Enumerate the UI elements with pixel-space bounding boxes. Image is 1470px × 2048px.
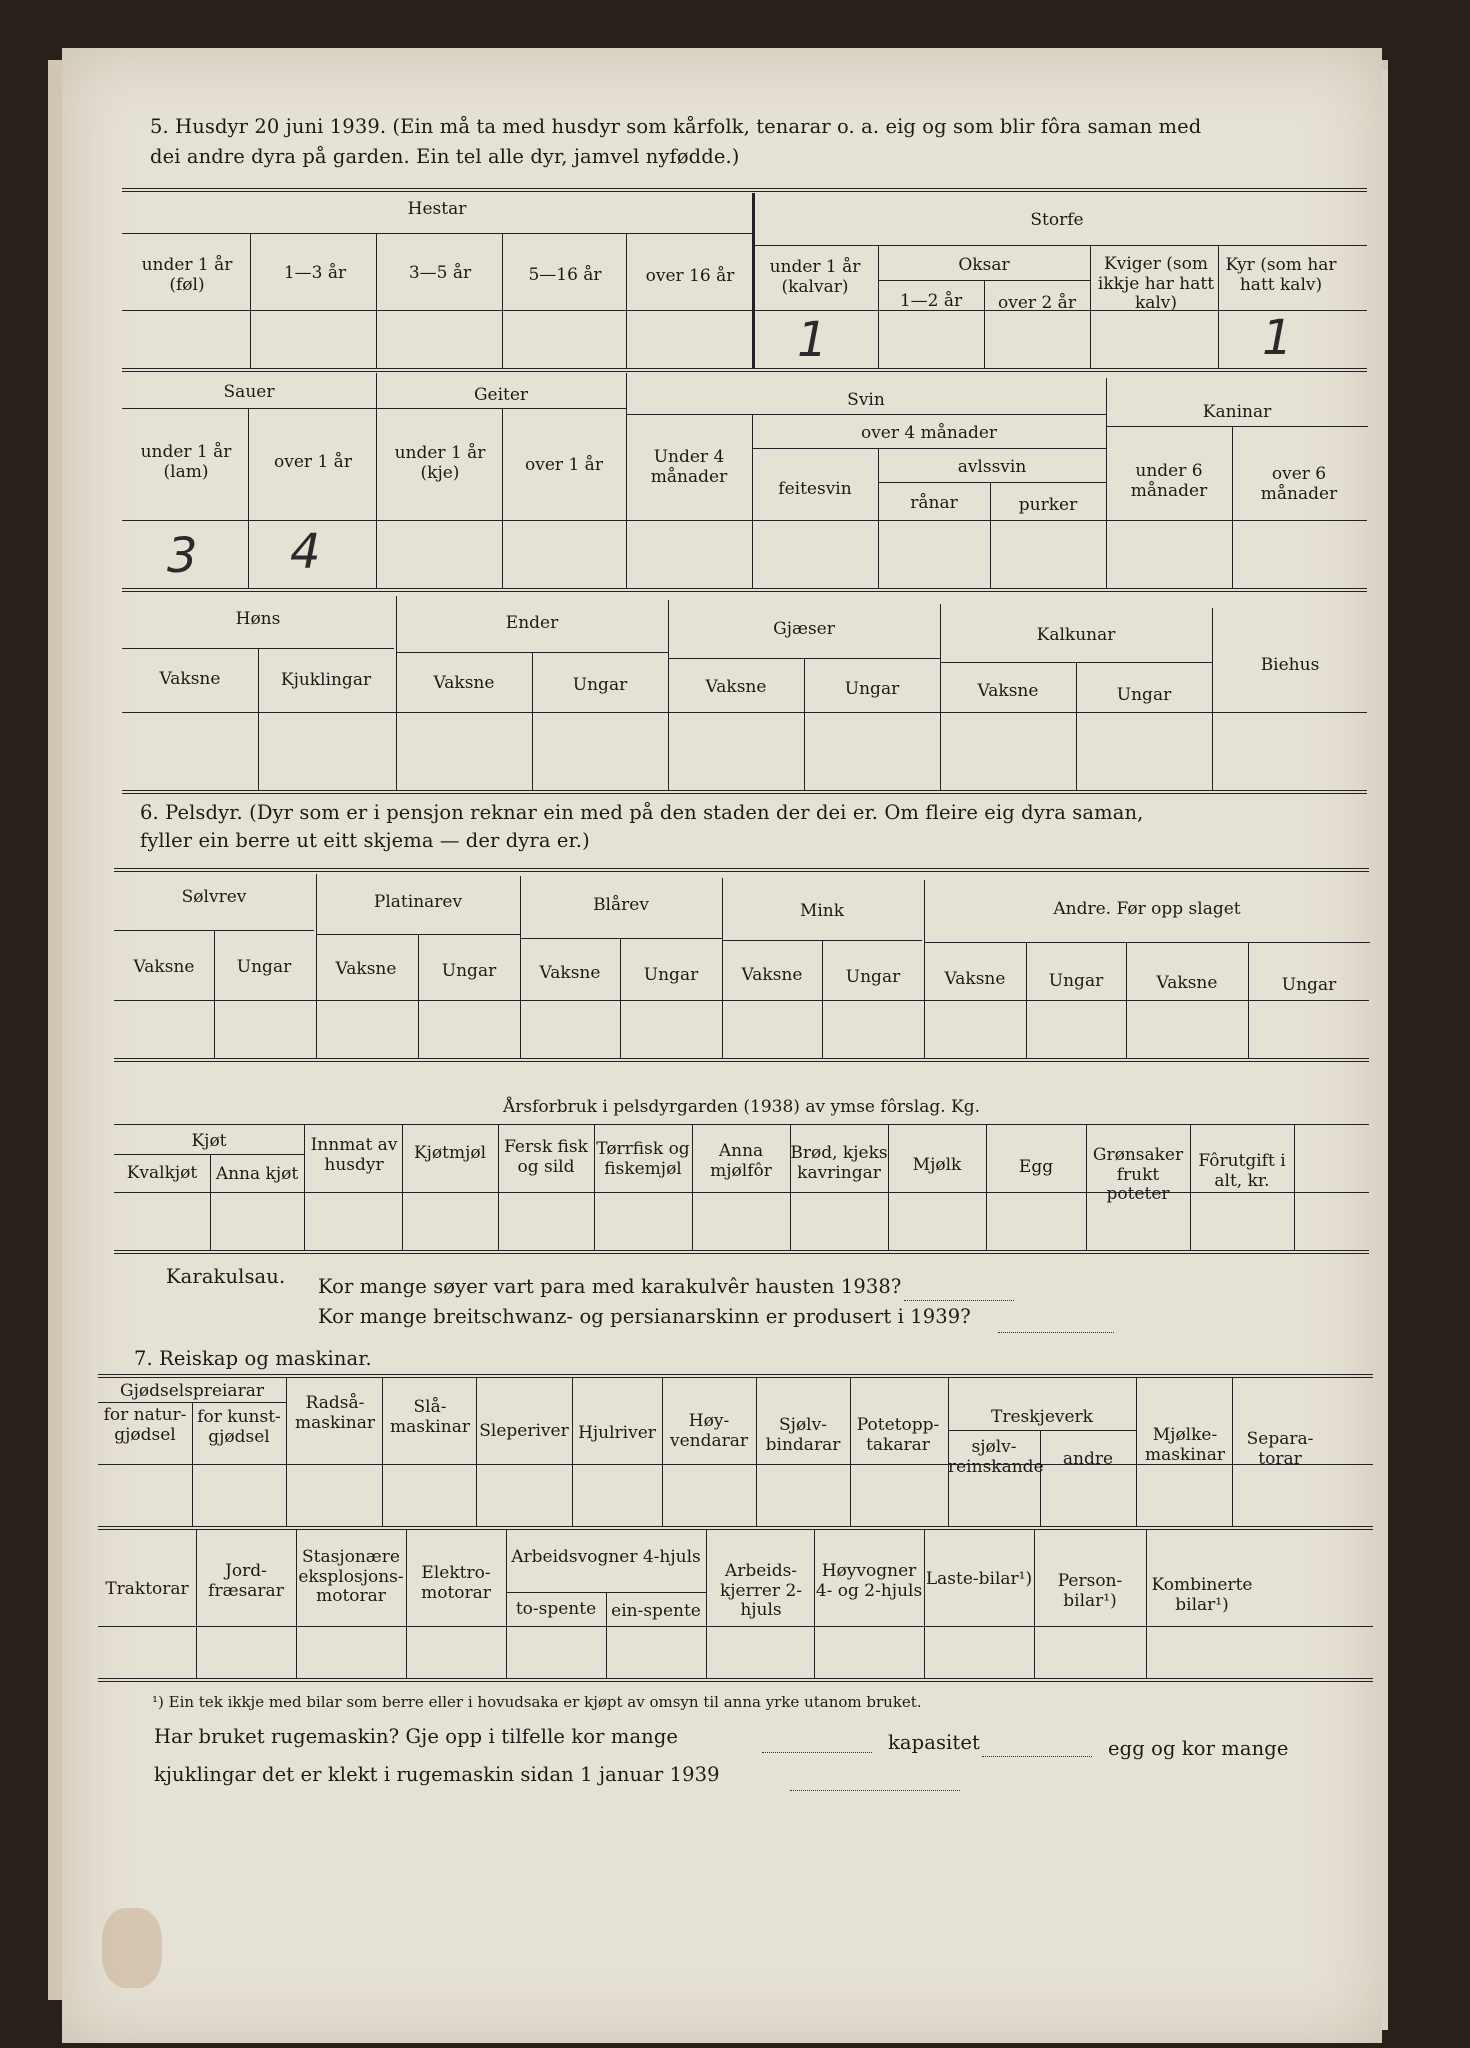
- rule: [888, 1124, 889, 1250]
- hestar-1-3: 1—3 år: [283, 263, 347, 283]
- rule: [192, 1402, 193, 1526]
- forbruk-title: Årsforbruk i pelsdyrgarden (1938) av ymse fôrslag. Kg.: [502, 1097, 981, 1117]
- rule: [114, 1192, 1369, 1193]
- rule: [752, 414, 753, 588]
- rule: [382, 1378, 383, 1526]
- rule: [122, 188, 1367, 192]
- rule: [1232, 1378, 1233, 1526]
- ender-header: Ender: [505, 613, 559, 633]
- sleperiver: Sleperiver: [479, 1421, 569, 1441]
- rule: [98, 1464, 1373, 1465]
- kombinerte-bilar: Kombinerte bilar¹): [1151, 1575, 1253, 1615]
- karakul-answer2-field[interactable]: [998, 1332, 1114, 1333]
- rule: [822, 940, 823, 1058]
- forutgift: Fôrutgift i alt, kr.: [1198, 1151, 1286, 1191]
- treskjeverk-header: Treskjeverk: [991, 1407, 1093, 1427]
- karakul-answer1-field[interactable]: [904, 1300, 1014, 1301]
- rule: [620, 938, 621, 1058]
- svin-over4: over 4 månader: [860, 423, 998, 443]
- rugemaskin-question-part1: Har bruket rugemaskin? Gje opp i tilfelle kor mange: [154, 1725, 679, 1748]
- stasjonaere-motorar: Stasjonære eksplosjons-motorar: [298, 1547, 404, 1607]
- traktorar: Traktorar: [105, 1579, 189, 1599]
- rule: [626, 373, 627, 588]
- geiter-header: Geiter: [473, 385, 529, 405]
- rule: [752, 193, 755, 368]
- andre-vaksne-2: Vaksne: [1156, 973, 1218, 993]
- purker: purker: [1018, 495, 1078, 515]
- kviger-header: Kviger (som ikkje har hatt kalv): [1097, 254, 1215, 314]
- arbeidskjerrer: Arbeids-kjerrer 2-hjuls: [719, 1561, 803, 1621]
- gjodselspreiarar-header: Gjødselspreiarar: [120, 1381, 264, 1401]
- svin-under4: Under 4 månader: [650, 447, 728, 487]
- karakul-question2: Kor mange breitschwanz- og persianarskinn er produsert i 1939?: [318, 1305, 971, 1328]
- ein-spente: ein-spente: [611, 1601, 701, 1621]
- elektromotorar: Elektro-motorar: [421, 1563, 491, 1603]
- rule: [1076, 662, 1077, 790]
- rule: [572, 1378, 573, 1526]
- oksar-over2: over 2 år: [998, 293, 1076, 313]
- rule: [756, 1378, 757, 1526]
- rule: [316, 874, 317, 1058]
- anna-mjolfor: Anna mjølfôr: [710, 1141, 772, 1181]
- rule: [1218, 245, 1219, 368]
- ender-ungar: Ungar: [572, 675, 628, 695]
- personbilar: Person-bilar¹): [1057, 1571, 1123, 1611]
- innmat: Innmat av husdyr: [310, 1135, 398, 1175]
- rule: [1086, 1124, 1087, 1250]
- rule: [878, 482, 1106, 483]
- separatorar: Separa-torar: [1246, 1429, 1314, 1469]
- rule: [214, 930, 215, 1058]
- rule: [1248, 942, 1249, 1058]
- rule: [532, 652, 533, 790]
- andre-ungar-1: Ungar: [1048, 971, 1104, 991]
- ranar: rånar: [910, 493, 958, 513]
- rule: [122, 408, 626, 409]
- andre-ungar-2: Ungar: [1281, 975, 1337, 995]
- sjolvbindarar: Sjølv-bindarar: [765, 1415, 841, 1455]
- rule: [520, 876, 521, 1058]
- rule: [790, 1124, 791, 1250]
- rule: [948, 1430, 1136, 1431]
- rule: [258, 648, 259, 790]
- kvalkjot: Kvalkjøt: [126, 1163, 198, 1183]
- rule: [122, 520, 1367, 521]
- rule: [114, 1058, 1369, 1062]
- rule: [1212, 608, 1213, 790]
- rule: [878, 448, 879, 588]
- gjaeser-ungar: Ungar: [844, 679, 900, 699]
- rule: [122, 368, 1367, 372]
- rule: [924, 942, 1370, 943]
- oksar-header: Oksar: [958, 255, 1010, 275]
- rule: [594, 1124, 595, 1250]
- rule: [606, 1592, 607, 1678]
- sauer-under1: under 1 år (lam): [140, 442, 232, 482]
- rule: [1090, 245, 1091, 368]
- rule: [722, 878, 723, 1058]
- section6-heading-line1: 6. Pelsdyr. (Dyr som er i pensjon reknar ein med på den staden der dei er. Om fleire eig dyra saman,: [140, 801, 1144, 824]
- rule: [924, 1530, 925, 1678]
- rule: [1126, 942, 1127, 1058]
- rule: [520, 938, 722, 939]
- rule: [948, 1378, 949, 1526]
- rugemaskin-count-field[interactable]: [762, 1752, 872, 1753]
- ender-vaksne: Vaksne: [433, 673, 495, 693]
- rule: [1136, 1378, 1137, 1526]
- rule: [210, 1154, 211, 1250]
- oksar-1-2: 1—2 år: [899, 291, 963, 311]
- rugemaskin-question-part2: kapasitet: [888, 1731, 980, 1754]
- platinarev-vaksne: Vaksne: [335, 959, 397, 979]
- feitesvin: feitesvin: [778, 479, 852, 499]
- biehus-header: Biehus: [1260, 655, 1320, 675]
- kalkunar-header: Kalkunar: [1036, 625, 1116, 645]
- rule: [804, 658, 805, 790]
- rule: [850, 1378, 851, 1526]
- hestar-under1: under 1 år (føl): [141, 255, 233, 295]
- kaninar-over6: over 6 månader: [1260, 464, 1338, 504]
- mjolkemaskinar: Mjølke-maskinar: [1145, 1425, 1225, 1465]
- rule: [1106, 426, 1368, 427]
- kjotmjol: Kjøtmjøl: [413, 1143, 487, 1163]
- rule: [502, 408, 503, 588]
- rule: [878, 245, 879, 368]
- solvrev-vaksne: Vaksne: [133, 957, 195, 977]
- rule: [402, 1124, 403, 1250]
- andre-header: Andre. Før opp slaget: [1053, 899, 1241, 919]
- rule: [114, 1124, 1369, 1125]
- rule: [1026, 942, 1027, 1058]
- geiter-over1: over 1 år: [525, 455, 603, 475]
- hons-vaksne: Vaksne: [159, 669, 221, 689]
- section5-heading-line1: 5. Husdyr 20 juni 1939. (Ein må ta med husdyr som kårfolk, tenarar o. a. eig og som blir fôra saman med: [150, 115, 1202, 138]
- rule: [114, 1154, 304, 1155]
- rugemaskin-question-part3: egg og kor mange: [1108, 1737, 1289, 1760]
- paper-stain: [102, 1908, 162, 1988]
- potetopptakarar: Potetopp-takarar: [856, 1415, 940, 1455]
- rule: [304, 1124, 305, 1250]
- hestar-header: Hestar: [407, 199, 467, 219]
- platinarev-ungar: Ungar: [441, 961, 497, 981]
- blarev-ungar: Ungar: [643, 965, 699, 985]
- rule: [114, 1250, 1369, 1254]
- handwritten-kalvar: 1: [797, 312, 828, 368]
- rule: [1146, 1530, 1147, 1678]
- rule: [626, 414, 1106, 415]
- rule: [1294, 1124, 1295, 1250]
- rule: [376, 373, 377, 588]
- rule: [668, 600, 669, 790]
- kyr-header: Kyr (som har hatt kalv): [1225, 255, 1337, 295]
- handwritten-lam: 3: [167, 528, 198, 584]
- fersk-fisk: Fersk fisk og sild: [504, 1137, 588, 1177]
- andre-vaksne-1: Vaksne: [944, 969, 1006, 989]
- rule: [376, 233, 377, 368]
- storfe-header: Storfe: [1030, 210, 1084, 230]
- hestar-over16: over 16 år: [645, 266, 735, 286]
- rule: [1106, 378, 1107, 588]
- hjulriver: Hjulriver: [578, 1423, 656, 1443]
- kjot-header: Kjøt: [191, 1131, 227, 1151]
- hons-header: Høns: [235, 609, 281, 629]
- sjolvreinskande: sjølv-reinskande: [948, 1437, 1044, 1477]
- rule: [626, 233, 627, 368]
- for-kunstgjodsel: for kunst-gjødsel: [197, 1407, 281, 1447]
- rule: [98, 1526, 1373, 1530]
- rule: [250, 233, 251, 368]
- rule: [418, 934, 419, 1058]
- mink-header: Mink: [799, 901, 845, 921]
- karakul-question1: Kor mange søyer vart para med karakulvêr hausten 1938?: [318, 1275, 902, 1298]
- rule: [1034, 1530, 1035, 1678]
- hoyvendarar: Høy-vendarar: [669, 1411, 749, 1451]
- sauer-header: Sauer: [223, 382, 275, 402]
- slamaskinar: Slå-maskinar: [390, 1397, 470, 1437]
- karakul-label: Karakulsau.: [166, 1265, 286, 1288]
- solvrev-ungar: Ungar: [236, 957, 292, 977]
- anna-kjot: Anna kjøt: [215, 1164, 299, 1184]
- rule: [114, 868, 1369, 872]
- rule: [122, 588, 1367, 592]
- handwritten-kyr: 1: [1262, 310, 1293, 366]
- rule: [296, 1530, 297, 1678]
- rule: [286, 1378, 287, 1526]
- rule: [196, 1530, 197, 1678]
- rugemaskin-question-line2: kjuklingar det er klekt i rugemaskin sidan 1 januar 1939: [154, 1763, 720, 1786]
- section7-heading: 7. Reiskap og maskinar.: [134, 1347, 372, 1370]
- brod-kjeks: Brød, kjeks kavringar: [790, 1143, 888, 1183]
- gronsaker: Grønsaker frukt poteter: [1092, 1145, 1184, 1205]
- kalkunar-vaksne: Vaksne: [977, 681, 1039, 701]
- hoyvogner: Høyvogner 4- og 2-hjuls: [815, 1561, 923, 1601]
- form-page: [62, 48, 1382, 2043]
- rule: [396, 596, 397, 790]
- kaninar-under6: under 6 månader: [1130, 461, 1208, 501]
- treskjeverk-andre: andre: [1062, 1449, 1114, 1469]
- rule: [498, 1124, 499, 1250]
- footnote: ¹) Ein tek ikkje med bilar som berre eller i hovudsaka er kjøpt av omsyn til anna yrke utanom bruket.: [152, 1693, 922, 1711]
- avlssvin: avlssvin: [957, 457, 1027, 477]
- rule: [122, 233, 752, 234]
- rule: [406, 1530, 407, 1678]
- rule: [122, 712, 1367, 713]
- hons-kjuklingar: Kjuklingar: [280, 670, 372, 690]
- rule: [114, 1000, 1369, 1001]
- rule: [476, 1378, 477, 1526]
- rule: [706, 1530, 707, 1678]
- storfe-under1: under 1 år (kalvar): [769, 257, 861, 297]
- rule: [1232, 426, 1233, 588]
- section6-heading-line2: fyller ein berre ut eitt skjema — der dyra er.): [140, 829, 590, 852]
- mjolk: Mjølk: [912, 1155, 962, 1175]
- hestar-3-5: 3—5 år: [408, 263, 472, 283]
- kalkunar-ungar: Ungar: [1116, 685, 1172, 705]
- geiter-under1: under 1 år (kje): [394, 443, 486, 483]
- rule: [814, 1530, 815, 1678]
- rule: [940, 604, 941, 790]
- section5-heading-line2: dei andre dyra på garden. Ein tel alle dyr, jamvel nyfødde.): [150, 145, 740, 168]
- mink-ungar: Ungar: [845, 967, 901, 987]
- rule: [1190, 1124, 1191, 1250]
- to-spente: to-spente: [515, 1599, 597, 1619]
- arbeidsvogner-header: Arbeidsvogner 4-hjuls: [511, 1547, 701, 1567]
- rule: [986, 1124, 987, 1250]
- for-naturgjodsel: for natur-gjødsel: [103, 1405, 187, 1445]
- rule: [502, 233, 503, 368]
- rule: [752, 448, 1106, 449]
- gjaeser-vaksne: Vaksne: [705, 677, 767, 697]
- rule: [984, 280, 985, 368]
- rugemaskin-capacity-field[interactable]: [982, 1756, 1092, 1757]
- blarev-vaksne: Vaksne: [539, 963, 601, 983]
- kaninar-header: Kaninar: [1202, 402, 1272, 422]
- gjaeser-header: Gjæser: [773, 619, 835, 639]
- rule: [924, 880, 925, 1058]
- rule: [662, 1378, 663, 1526]
- rule: [506, 1530, 507, 1678]
- platinarev-header: Platinarev: [373, 892, 463, 912]
- lastebilar: Laste-bilar¹): [925, 1569, 1033, 1589]
- rule: [122, 310, 1367, 311]
- rule: [692, 1124, 693, 1250]
- egg: Egg: [1018, 1157, 1054, 1177]
- rule: [98, 1374, 1373, 1378]
- rule: [1040, 1430, 1041, 1526]
- solvrev-header: Sølvrev: [181, 887, 247, 907]
- rule: [990, 482, 991, 588]
- svin-header: Svin: [847, 390, 885, 410]
- blarev-header: Blårev: [593, 895, 649, 915]
- mink-vaksne: Vaksne: [741, 965, 803, 985]
- rule: [248, 408, 249, 588]
- rule: [98, 1678, 1373, 1682]
- jordfraesarar: Jord-fræsarar: [208, 1561, 284, 1601]
- hestar-5-16: 5—16 år: [528, 265, 602, 285]
- torrfisk: Tørrfisk og fiskemjøl: [596, 1139, 690, 1179]
- rule: [752, 245, 1367, 246]
- rugemaskin-klekt-field[interactable]: [790, 1790, 960, 1791]
- sauer-over1: over 1 år: [274, 452, 352, 472]
- radsamaskinar: Radså-maskinar: [295, 1393, 375, 1433]
- rule: [122, 790, 1367, 794]
- handwritten-sauer-over1: 4: [290, 524, 321, 580]
- rule: [98, 1626, 1373, 1627]
